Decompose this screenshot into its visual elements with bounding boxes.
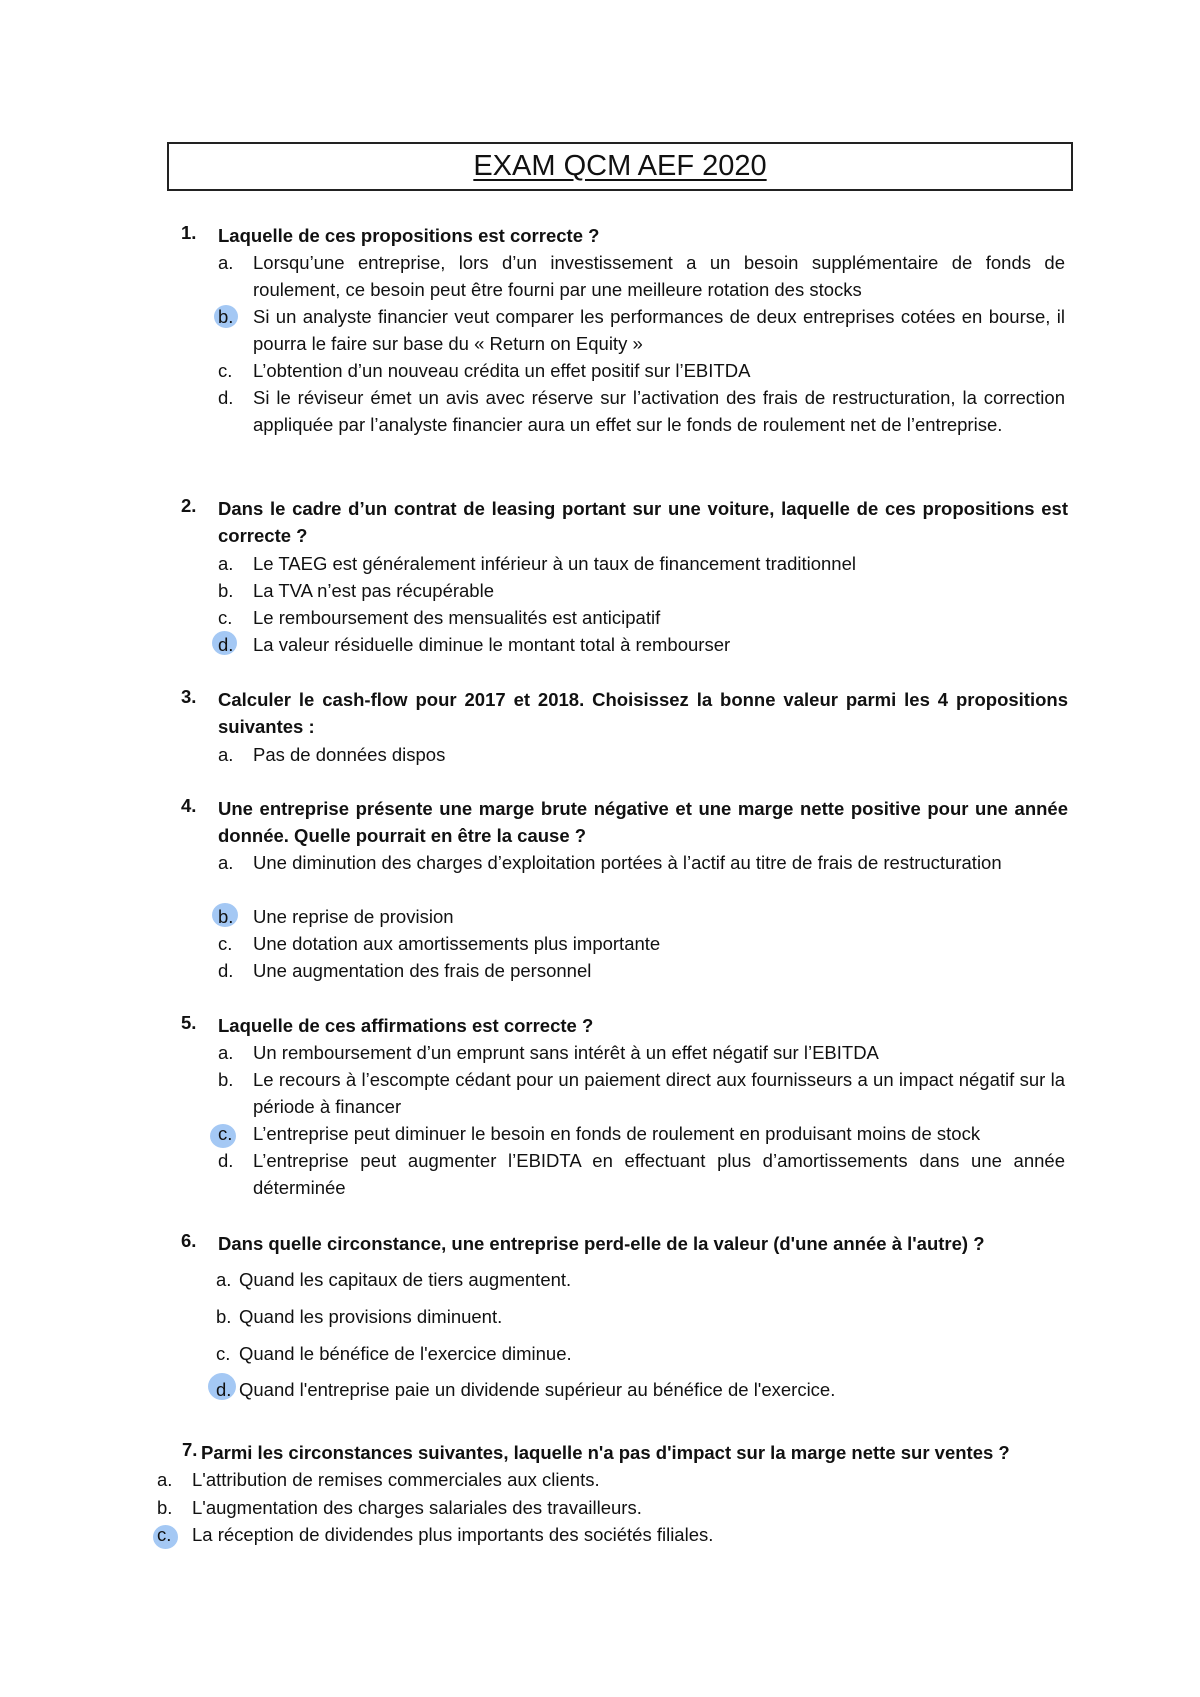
option-letter: b. <box>218 1069 234 1090</box>
option-letter: b. <box>216 1306 232 1327</box>
option-letter: d. <box>216 1379 232 1400</box>
question-number: 4. <box>181 795 197 816</box>
option-text: L’obtention d’un nouveau crédita un effet positif sur l’EBITDA <box>253 360 751 381</box>
option-text: L’entreprise peut diminuer le besoin en fonds de roulement en produisant moins de stock <box>253 1123 981 1144</box>
exam-title-box <box>167 142 1073 191</box>
option-text: La réception de dividendes plus importants des sociétés filiales. <box>192 1524 714 1545</box>
option-text: Le remboursement des mensualités est anticipatif <box>253 607 661 628</box>
option-text: Une reprise de provision <box>253 906 454 927</box>
question-number: 5. <box>181 1012 197 1033</box>
option-letter: a. <box>218 1042 234 1063</box>
option-text: Le recours à l’escompte cédant pour un paiement direct aux fournisseurs a un impact négatif sur la période à financer <box>253 1069 1065 1117</box>
option-text: L'augmentation des charges salariales des travailleurs. <box>192 1497 642 1518</box>
option-text: L'attribution de remises commerciales aux clients. <box>192 1469 600 1490</box>
option-text: Un remboursement d’un emprunt sans intérêt à un effet négatif sur l’EBITDA <box>253 1042 879 1063</box>
option-letter: b. <box>218 906 234 927</box>
question-text: Dans quelle circonstance, une entreprise perd-elle de la valeur (d'une année à l'autre) ? <box>218 1233 985 1254</box>
option-letter: a. <box>218 252 234 273</box>
option-letter: a. <box>157 1469 173 1490</box>
option-letter: b. <box>157 1497 173 1518</box>
option-letter: b. <box>218 580 234 601</box>
option-text: Le TAEG est généralement inférieur à un taux de financement traditionnel <box>253 553 856 574</box>
option-letter: c. <box>218 1123 233 1144</box>
option-text: La TVA n’est pas récupérable <box>253 580 494 601</box>
question-number: 3. <box>181 686 197 707</box>
option-letter: c. <box>218 933 233 954</box>
option-letter: a. <box>218 553 234 574</box>
option-letter: c. <box>218 360 233 381</box>
option-text: Quand les capitaux de tiers augmentent. <box>239 1269 572 1290</box>
question-text: Laquelle de ces propositions est correcte ? <box>218 225 600 246</box>
option-letter: c. <box>157 1524 172 1545</box>
question-number: 2. <box>181 495 197 516</box>
option-letter: a. <box>216 1269 232 1290</box>
option-letter: d. <box>218 960 234 981</box>
option-letter: d. <box>218 1150 234 1171</box>
option-text: Une dotation aux amortissements plus importante <box>253 933 661 954</box>
question-number: 1. <box>181 222 197 243</box>
question-text: Dans le cadre d’un contrat de leasing portant sur une voiture, laquelle de ces propositions est correcte ? <box>218 498 1068 546</box>
exam-title: EXAM QCM AEF 2020 <box>473 150 767 182</box>
option-text: La valeur résiduelle diminue le montant total à rembourser <box>253 634 731 655</box>
question-text: Parmi les circonstances suivantes, laquelle n'a pas d'impact sur la marge nette sur ventes ? <box>201 1442 1010 1463</box>
question-number: 6. <box>181 1230 197 1251</box>
option-text: Quand le bénéfice de l'exercice diminue. <box>239 1343 572 1364</box>
question-text: Calculer le cash-flow pour 2017 et 2018. Choisissez la bonne valeur parmi les 4 propositions suivantes : <box>218 689 1068 737</box>
option-letter: d. <box>218 387 234 408</box>
option-letter: a. <box>218 744 234 765</box>
option-text: Si le réviseur émet un avis avec réserve sur l’activation des frais de restructuration, la correction appliquée par l’analyste financier aura un effet sur le fonds de roulement net de l’entreprise. <box>253 387 1065 435</box>
option-letter: c. <box>218 607 233 628</box>
option-text: Pas de données dispos <box>253 744 446 765</box>
option-text: Lorsqu’une entreprise, lors d’un investissement a un besoin supplémentaire de fonds de roulement, ce besoin peut être fourni par une meilleure rotation des stocks <box>253 252 1065 300</box>
option-text: Quand l'entreprise paie un dividende supérieur au bénéfice de l'exercice. <box>239 1379 836 1400</box>
option-text: Une augmentation des frais de personnel <box>253 960 592 981</box>
question-number: 7. <box>182 1439 198 1460</box>
option-letter: a. <box>218 852 234 873</box>
option-text: L’entreprise peut augmenter l’EBIDTA en effectuant plus d’amortissements dans une année déterminée <box>253 1150 1065 1198</box>
option-letter: d. <box>218 634 234 655</box>
option-text: Quand les provisions diminuent. <box>239 1306 503 1327</box>
option-text: Si un analyste financier veut comparer les performances de deux entreprises cotées en bourse, il pourra le faire sur base du « Return on Equity » <box>253 306 1065 354</box>
option-letter: c. <box>216 1343 231 1364</box>
option-letter: b. <box>218 306 234 327</box>
question-text: Laquelle de ces affirmations est correcte ? <box>218 1015 594 1036</box>
question-text: Une entreprise présente une marge brute négative et une marge nette positive pour une année donnée. Quelle pourrait en être la cause ? <box>218 798 1068 846</box>
option-text: Une diminution des charges d’exploitation portées à l’actif au titre de frais de restructuration <box>253 852 1002 873</box>
